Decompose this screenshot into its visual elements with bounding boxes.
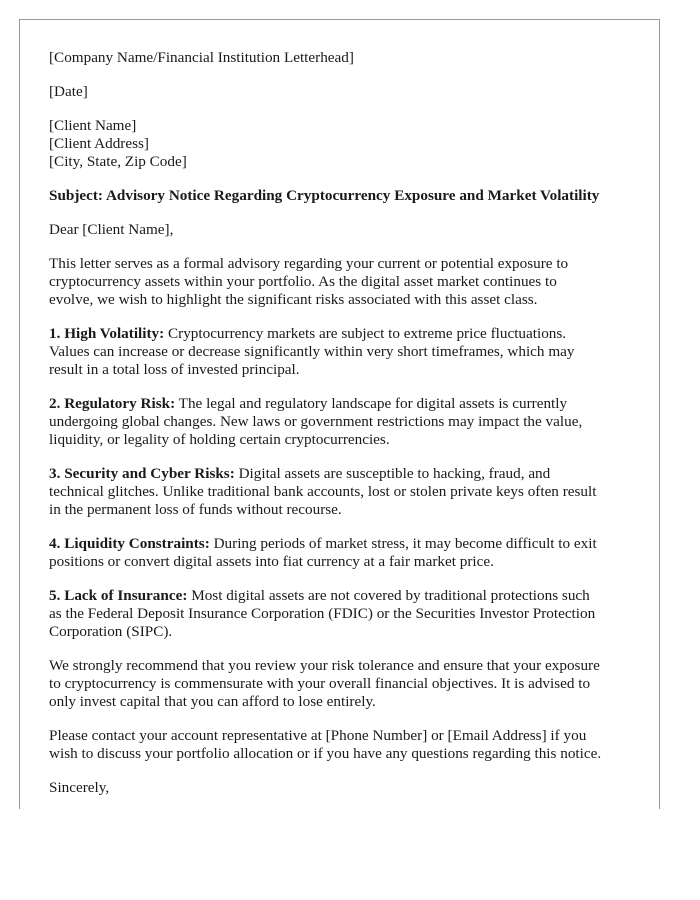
recipient-name: [Client Name]	[49, 117, 137, 134]
intro-line: cryptocurrency assets within your portfolio. As the digital asset market continues to	[49, 273, 557, 290]
letterhead	[49, 49, 644, 67]
intro-line: evolve, we wish to highlight the significant risks associated with this asset class.	[49, 291, 538, 308]
recommendation-paragraph	[49, 657, 644, 711]
risk-title: 3. Security and Cyber Risks:	[49, 465, 235, 482]
intro-paragraph	[49, 255, 644, 309]
risk-text: as the Federal Deposit Insurance Corporation (FDIC) or the Securities Investor Protection	[49, 605, 596, 622]
risk-text: During periods of market stress, it may become difficult to exit	[209, 535, 597, 552]
recipient-address	[49, 117, 644, 171]
risk-text: Most digital assets are not covered by traditional protections such	[187, 587, 590, 604]
date-text: [Date]	[49, 83, 88, 100]
letter-content	[49, 49, 644, 809]
closing	[49, 779, 644, 797]
risk-text: result in a total loss of invested principal.	[49, 361, 300, 378]
risk-title: 1. High Volatility:	[49, 325, 165, 342]
risk-text: Values can increase or decrease significantly within very short timeframes, which may	[49, 343, 575, 360]
risk-text: The legal and regulatory landscape for digital assets is currently	[175, 395, 568, 412]
date	[49, 83, 644, 101]
risk-text: in the permanent loss of funds without recourse.	[49, 501, 342, 518]
risk-title: 5. Lack of Insurance:	[49, 587, 188, 604]
risk-item-regulatory	[49, 395, 644, 449]
recipient-city: [City, State, Zip Code]	[49, 153, 187, 170]
letter-page	[19, 19, 660, 809]
intro-line: This letter serves as a formal advisory regarding your current or potential exposure to	[49, 255, 569, 272]
letterhead-text: [Company Name/Financial Institution Letterhead]	[49, 49, 354, 66]
recommendation-line: We strongly recommend that you review your risk tolerance and ensure that your exposure	[49, 657, 600, 674]
risk-text: technical glitches. Unlike traditional bank accounts, lost or stolen private keys often result	[49, 483, 597, 500]
subject-text: Subject: Advisory Notice Regarding Cryptocurrency Exposure and Market Volatility	[49, 187, 600, 204]
recipient-street: [Client Address]	[49, 135, 149, 152]
risk-text: liquidity, or legality of holding certain cryptocurrencies.	[49, 431, 390, 448]
risk-title: 2. Regulatory Risk:	[49, 395, 176, 412]
subject-line	[49, 187, 644, 205]
recommendation-line: to cryptocurrency is commensurate with your overall financial objectives. It is advised to	[49, 675, 591, 692]
risk-title: 4. Liquidity Constraints:	[49, 535, 210, 552]
recommendation-line: only invest capital that you can afford to lose entirely.	[49, 693, 376, 710]
risk-item-liquidity	[49, 535, 644, 571]
contact-line: wish to discuss your portfolio allocation or if you have any questions regarding this notice.	[49, 745, 602, 762]
closing-text: Sincerely,	[49, 779, 110, 796]
risk-text: Corporation (SIPC).	[49, 623, 173, 640]
risk-text: Cryptocurrency markets are subject to extreme price fluctuations.	[164, 325, 567, 342]
risk-text: positions or convert digital assets into fiat currency at a fair market price.	[49, 553, 494, 570]
risk-item-volatility	[49, 325, 644, 379]
contact-paragraph	[49, 727, 644, 763]
contact-line: Please contact your account representative at [Phone Number] or [Email Address] if you	[49, 727, 587, 744]
risk-text: Digital assets are susceptible to hacking, fraud, and	[234, 465, 551, 482]
salutation-text: Dear [Client Name],	[49, 221, 174, 238]
risk-item-security	[49, 465, 644, 519]
salutation	[49, 221, 644, 239]
risk-item-insurance	[49, 587, 644, 641]
risk-text: undergoing global changes. New laws or government restrictions may impact the value,	[49, 413, 583, 430]
